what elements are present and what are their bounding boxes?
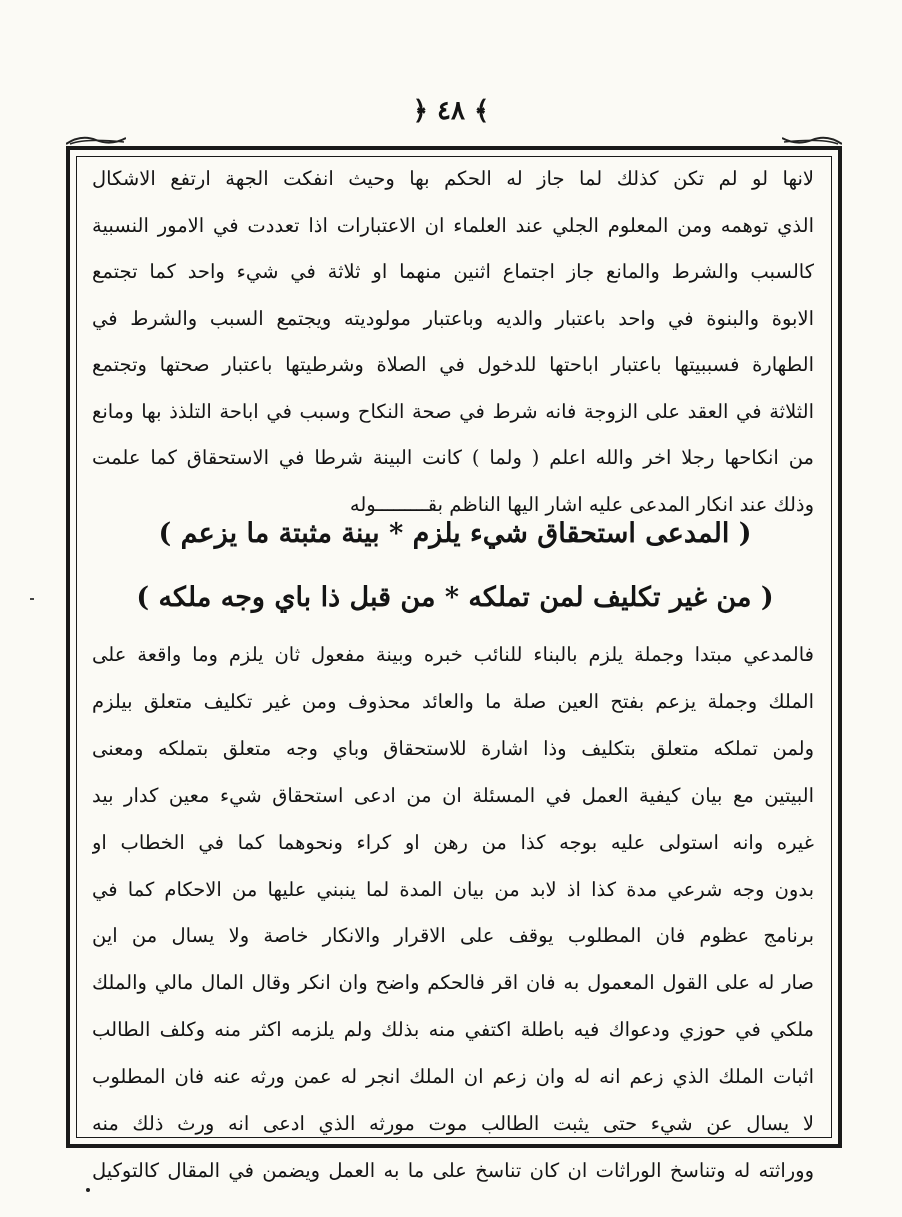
left-ornament-icon (66, 132, 126, 146)
margin-mark (30, 598, 34, 600)
text-line: لانها لو لم تكن كذلك لما جاز له الحكم بها وحيث انفكت الجهة ارتفع الاشكال (92, 167, 814, 190)
text-line: لا يسال عن شيء حتى يثبت الطالب موت مورثه الذي ادعى انه ورث ذلك منه (92, 1112, 814, 1136)
poem-verse-2: ( من غير تكليف لمن تملكه * من قبل ذا باي وجه ملكه ) (136, 582, 774, 613)
text-line: ملكي في حوزي ودعواك فيه باطلة اكتفي منه بذلك ولم يلزمه اكثر منه وكلف الطالب (92, 1018, 814, 1042)
text-line: الذي توهمه ومن المعلوم الجلي عند العلماء ان الاعتبارات اذا تعددت في الامور النسبية (92, 213, 814, 237)
poem-verse-1: ( المدعى استحقاق شيء يلزم * بينة مثبتة ما يزعم ) (158, 518, 752, 549)
text-line: الطهارة فسببيتها باعتبار اباحتها للدخول في الصلاة وشرطيتها باعتبار صحتها وتجتمع (92, 353, 814, 376)
text-line: صار له على القول المعمول به فان اقر فالحكم واضح وان انكر وقال المال مالي والملك (92, 971, 814, 995)
text-line: الملك وجملة يزعم بفتح العين صلة ما والعائد محذوف ومن غير تكليف متعلق بيلزم (92, 689, 814, 713)
text-line: الابوة والبنوة في واحد باعتبار والديه وباعتبار مولوديته ويجتمع السبب والشرط في (92, 306, 814, 330)
text-line: كالسبب والشرط والمانع جاز اجتماع اثنين منهما او ثلاثة في شيء واحد كما تجتمع (92, 260, 814, 283)
ink-dot (86, 1188, 90, 1192)
paragraph-2 (92, 632, 814, 1195)
paragraph-1 (92, 156, 814, 528)
text-line: اثبات الملك الذي زعم انه له وان زعم ان الملك انجر له عمن ورثه عنه فان المطلوب (92, 1065, 814, 1089)
right-ornament-icon (782, 132, 842, 146)
text-line: وذلك عند انكار المدعى عليه اشار اليها الناظم بقـــــــــوله (349, 492, 814, 516)
text-line: ووراثته له وتناسخ الوراثات ان كان تناسخ على ما به العمل ويضمن في المقال كالتوكيل (92, 1158, 814, 1182)
text-line: من انكاحها رجلا اخر والله اعلم ( ولما ) كانت البينة شرطا في الاستحقاق كما علمت (92, 446, 814, 469)
text-line: فالمدعي مبتدا وجملة يلزم بالبناء للنائب خبره وبينة مفعول ثان يلزم وما واقعة على (92, 643, 814, 666)
text-line: ولمن تملكه متعلق بتكليف وذا اشارة للاستحقاق وباي وجه متعلق بتملكه ومعنى (92, 736, 814, 760)
text-line: البيتين مع بيان كيفية العمل في المسئلة ان من ادعى استحقاق شيء معين كدار بيد (92, 783, 814, 807)
text-line: بدون وجه شرعي مدة كذا اذ لابد من بيان المدة لما ينبني عليها من الاحكام كما في (92, 877, 814, 901)
text-line: غيره وانه استولى عليه بوجه كذا من رهن او كراء ونحوهما كما في الخطاب او (92, 830, 814, 854)
page-number: ﴾ ٤٨ ﴿ (412, 96, 490, 126)
text-line: برنامج عظوم فان المطلوب يوقف على الاقرار والانكار خاصة ولا يسال من اين (92, 924, 814, 948)
text-line: الثلاثة في العقد على الزوجة فانه شرط في صحة النكاح وسبب في اباحة التلذذ بها ومانع (92, 399, 814, 423)
